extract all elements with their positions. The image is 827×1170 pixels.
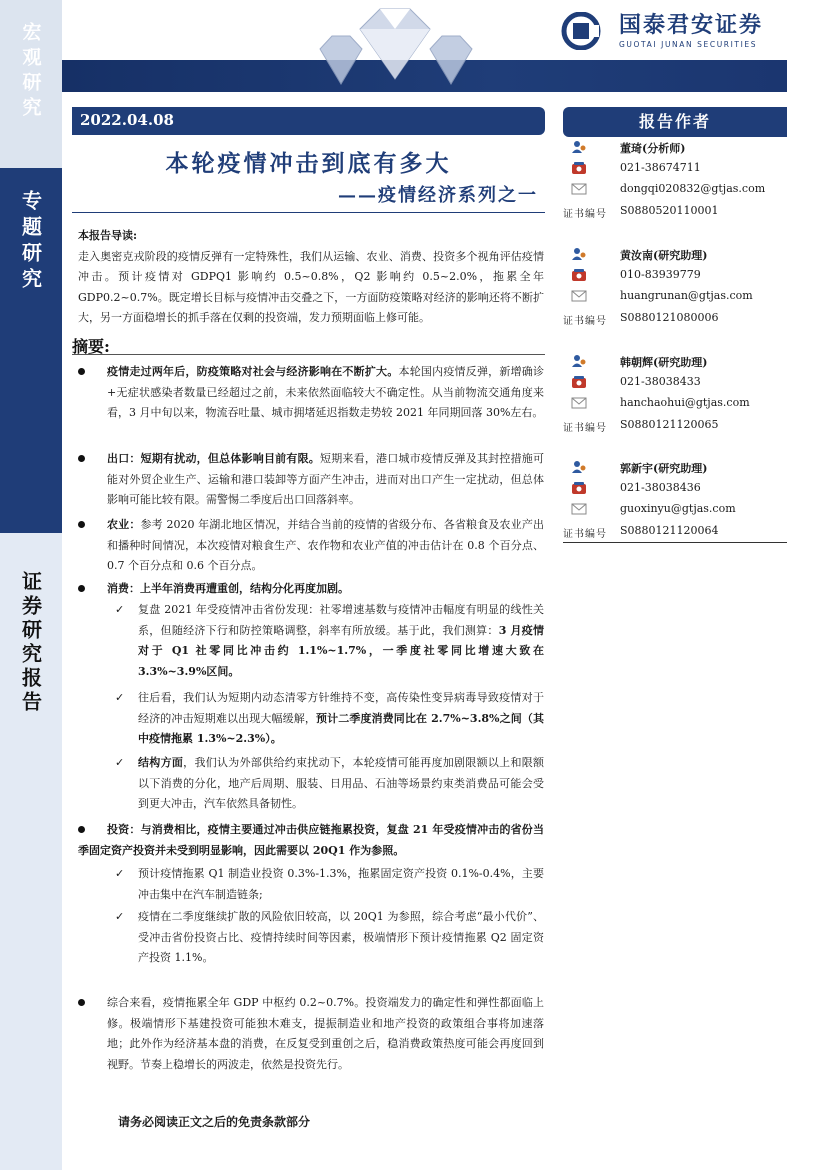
title-divider	[72, 212, 545, 213]
mail-icon	[571, 396, 587, 410]
author-cert: S0880520110001	[620, 204, 719, 217]
bullet-conclusion	[78, 993, 544, 1075]
bullet-bold: 农业：	[107, 518, 141, 531]
phone-icon	[571, 481, 587, 495]
check-icon: ✓	[115, 867, 125, 880]
author-phone: 021-38038436	[620, 481, 701, 494]
check-bold: 结构方面	[138, 756, 184, 769]
bullet-bold: 疫情走过两年后，防疫策略对社会与经济影响在不断扩大。	[107, 365, 399, 378]
consumption-check-3	[115, 753, 544, 815]
sidebar-label-macro: 宏观研究	[19, 22, 42, 122]
bullet-investment	[78, 820, 544, 861]
logo-mark-icon	[559, 12, 611, 50]
guide-text: 走入奥密克戎阶段的疫情反弹有一定特殊性，我们从运输、农业、消费、投资多个视角评估疫情冲击。预计疫情对 GDPQ1 影响约 0.5~0.8%，Q2 影响约 0.5~2.0%，拖累全年 GDP0.2~0.7%。既定增长目标与疫情冲击交叠之下，一方面防疫策略对经济的影响还将不断扩大，另一方面稳增长的抓手落在仅剩的投资端，发力预期面临上修可能。	[78, 249, 544, 324]
author-email[interactable]: hanchaohui@gtjas.com	[620, 396, 750, 409]
summary-title: 摘要:	[72, 337, 110, 356]
disclaimer-note: 请务必阅读正文之后的免责条款部分	[118, 1115, 311, 1129]
consumption-check-1	[115, 600, 544, 682]
check-icon: ✓	[115, 910, 125, 923]
bullet-agriculture	[78, 515, 544, 577]
check-text: 复盘 2021 年受疫情冲击省份发现：社零增速基数与疫情冲击幅度有明显的线性关系，但随经济下行和防控策略调整，斜率有所放缓。基于此，我们测算：	[138, 603, 544, 637]
company-logo	[559, 12, 763, 50]
bullet-text: 本轮国内疫情反弹，新增确诊+无症状感染者数量已经超过之前，未来依然面临较大不确定性。从当前物流交通角度来看，3 月中旬以来，物流吞吐量、城市拥堵延迟指数走势较 2021 年同期回落 30%左右。	[107, 365, 545, 419]
check-text: 往后看，我们认为短期内动态清零方针维持不变，高传染性变异病毒导致疫情对于经济的冲击短期难以出现大幅缓解，	[138, 691, 544, 725]
author-email[interactable]: guoxinyu@gtjas.com	[620, 502, 736, 515]
phone-icon	[571, 161, 587, 175]
investment-check-1	[115, 864, 544, 905]
bullet-text: 短期来看，港口城市疫情反弹及其封控措施可能对外贸企业生产、运输和港口装卸等方面产生冲击，进而对出口产生一定扰动，但总体影响可能比较有限。需警惕二季度后出口回落斜率。	[107, 452, 544, 506]
author-name: 韩朝辉(研究助理)	[620, 356, 708, 369]
bullet-text: 参考 2020 年湖北地区情况，并结合当前的疫情的省级分布、各省粮食及农业产出和播种时间情况，本次疫情对粮食生产、农作物和农业产值的冲击估计在 0.8 个百分点、0.7 个百分点和 0.6 个百分点。	[107, 518, 544, 572]
author-cert: S0880121080006	[620, 311, 719, 324]
check-icon: ✓	[115, 603, 125, 616]
author-name: 董琦(分析师)	[620, 142, 686, 155]
bullet-dot	[78, 521, 85, 528]
sidebar-block-report	[0, 533, 62, 1170]
author-phone: 021-38674711	[620, 161, 701, 174]
check-text: 预计疫情拖累 Q1 制造业投资 0.3%-1.3%，拖累固定资产投资 0.1%-0.4%，主要冲击集中在汽车制造链条;	[138, 867, 544, 901]
person-icon	[571, 247, 587, 261]
report-date: 2022.04.08	[80, 111, 174, 129]
date-bar	[72, 107, 545, 135]
cert-label: 证书编号	[563, 316, 607, 327]
author-phone: 010-83939779	[620, 268, 701, 281]
phone-icon	[571, 268, 587, 282]
person-icon	[571, 140, 587, 154]
author-divider	[563, 542, 787, 543]
person-icon	[571, 354, 587, 368]
bullet-dot	[78, 368, 85, 375]
bullet-bold: 投资：与消费相比，疫情主要通过冲击供应链拖累投资，复盘 21 年受疫情冲击的省份当季固定资产投资并未受到明显影响，因此需要以 20Q1 作为参照。	[78, 823, 544, 857]
author-phone: 021-38038433	[620, 375, 701, 388]
mail-icon	[571, 289, 587, 303]
report-subtitle: ——疫情经济系列之一	[338, 185, 538, 206]
left-sidebar	[0, 0, 62, 1170]
bullet-dot	[78, 455, 85, 462]
bullet-bold: 出口：短期有扰动，但总体影响目前有限。	[107, 452, 320, 465]
bullet-bold: 消费：上半年消费再遭重创，结构分化再度加剧。	[107, 582, 349, 595]
author-cert: S0880121120064	[620, 524, 719, 537]
author-cert: S0880121120065	[620, 418, 719, 431]
logo-chinese-name: 国泰君安证券	[619, 12, 764, 38]
mail-icon	[571, 182, 587, 196]
check-text: ，我们认为外部供给约束扰动下，本轮疫情可能再度加剧限额以上和限额以下消费的分化，地产后周期、服装、日用品、石油等场景约束类消费品可能会受到更大冲击，汽车依然具备韧性。	[138, 756, 545, 810]
bullet-epidemic	[78, 362, 544, 424]
author-email[interactable]: dongqi020832@gtjas.com	[620, 182, 766, 195]
sidebar-label-report: 证券研究报告	[18, 571, 43, 715]
sidebar-label-topic: 专题研究	[18, 190, 43, 294]
cert-label: 证书编号	[563, 423, 607, 434]
summary-divider	[72, 354, 545, 355]
report-guide	[78, 226, 544, 329]
sidebar-block-topic	[0, 168, 62, 533]
bullet-export	[78, 449, 544, 511]
check-bold: 3 月疫情对于 Q1 社零同比冲击约 1.1%~1.7%，一季度社零同比增速大致在 3.3%~3.9%区间。	[138, 623, 545, 678]
guide-label: 本报告导读:	[78, 229, 138, 242]
report-title: 本轮疫情冲击到底有多大	[165, 150, 452, 177]
bullet-dot	[78, 585, 85, 592]
check-bold: 预计二季度消费同比在 2.7%~3.8%之间（其中疫情拖累 1.3%~2.3%）。	[138, 711, 544, 745]
bullet-dot	[78, 999, 85, 1006]
bullet-text: 综合来看，疫情拖累全年 GDP 中枢约 0.2~0.7%。投资端发力的确定性和弹性都面临上修。极端情形下基建投资可能独木难支，提振制造业和地产投资的政策组合事将加速落地；此外作为经济基本盘的消费，在反复受到重创之后，稳消费政策热度可能会再度回到视野。节奏上稳增长的两波走，依然是投资先行。	[107, 996, 544, 1071]
check-icon: ✓	[115, 691, 125, 704]
author-email[interactable]: huangrunan@gtjas.com	[620, 289, 753, 302]
cert-label: 证书编号	[563, 529, 607, 540]
mail-icon	[571, 502, 587, 516]
author-section-header: 报告作者	[563, 107, 787, 137]
bullet-dot	[78, 826, 85, 833]
person-icon	[571, 460, 587, 474]
sidebar-block-macro	[0, 0, 62, 168]
logo-english-name: GUOTAI JUNAN SECURITIES	[619, 39, 758, 49]
diamond-decoration-icon	[300, 4, 500, 94]
bullet-consumption	[78, 579, 544, 600]
author-name: 黄汝南(研究助理)	[620, 249, 708, 262]
investment-check-2	[115, 907, 544, 969]
check-text: 疫情在二季度继续扩散的风险依旧较高，以 20Q1 为参照，综合考虑“最小代价”、受冲击省份投资占比、疫情持续时间等因素，极端情形下预计疫情拖累 Q2 固定资产投资 1.1%。	[138, 910, 544, 964]
check-icon: ✓	[115, 756, 125, 769]
consumption-check-2	[115, 688, 544, 750]
cert-label: 证书编号	[563, 209, 607, 220]
author-name: 郭新宇(研究助理)	[620, 462, 708, 475]
phone-icon	[571, 375, 587, 389]
